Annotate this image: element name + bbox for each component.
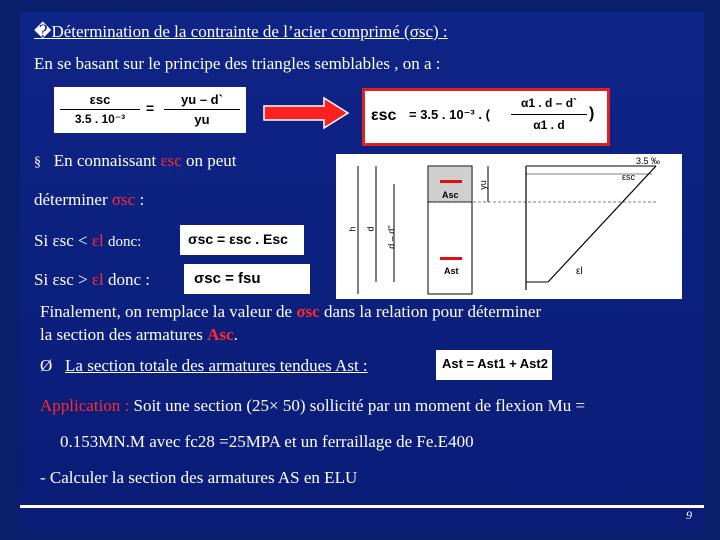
- case2-eps-l: εl: [91, 270, 104, 289]
- fraction-bar: [60, 109, 140, 110]
- formula-right-lhs: εsc: [371, 107, 397, 124]
- diagram-yu: yu: [477, 180, 488, 190]
- formula-left-lhs: εsc: [89, 92, 111, 107]
- case2-si: Si: [34, 270, 49, 289]
- case1-donc: donc:: [107, 234, 142, 250]
- title-text: Détermination de la contrainte de l’acier comprimé (σsc) :: [51, 22, 448, 41]
- diagram-asc: Asc: [442, 190, 459, 200]
- formula-right-close: ): [589, 105, 595, 122]
- determine-colon: :: [139, 190, 145, 209]
- intro-text: En se basant sur le principe des triangles semblables , on a :: [34, 54, 441, 73]
- slide-title: [34, 22, 448, 42]
- total-marker: Ø: [40, 356, 53, 375]
- bullet-line: [34, 151, 237, 173]
- case2-line: [34, 270, 150, 290]
- formula-right-eq: = 3.5 . 10⁻³ . (: [409, 107, 490, 122]
- case1-op: <: [78, 231, 88, 250]
- equals-sign: =: [146, 100, 155, 116]
- total-formula: Ast = Ast1 + Ast2: [442, 356, 548, 371]
- formula-left-box: [54, 87, 246, 133]
- formula-left-rhs-num: yu – d`: [181, 92, 223, 107]
- determine-text: déterminer: [34, 190, 108, 209]
- application-line3: - Calculer la section des armatures AS en ELU: [40, 468, 358, 487]
- finally-symbol: σsc: [296, 302, 320, 321]
- finally-text-c: la section des armatures: [40, 325, 203, 344]
- application-label: Application :: [40, 396, 130, 415]
- finally-line2: [40, 325, 238, 345]
- formula-right-box: [362, 88, 610, 146]
- bullet-text-after: on peut: [186, 151, 237, 170]
- case1-formula: σsc = εsc . Esc: [188, 231, 288, 247]
- finally-text-a: Finalement, on remplace la valeur de: [40, 302, 293, 321]
- finally-asc: Asc: [207, 325, 234, 344]
- application-line2: 0.153MN.M avec fc28 =25MPA et un ferraillage de Fe.E400: [60, 432, 474, 451]
- total-formula-box: [436, 350, 552, 380]
- title-glyph: �: [34, 22, 52, 41]
- case1-line: [34, 231, 141, 252]
- case1-eps-l: εl: [91, 231, 104, 250]
- formula-right-num: α1 . d – d`: [520, 96, 578, 110]
- bullet-text-before: En connaissant: [53, 151, 157, 170]
- case1-eps-sc: εsc: [52, 231, 74, 250]
- finally-end: .: [233, 325, 238, 344]
- case2-formula: σsc = fsu: [194, 270, 261, 287]
- page-number: 9: [686, 508, 692, 522]
- finally-text-b: dans la relation pour déterminer: [323, 302, 542, 321]
- case1-formula-box: [180, 225, 304, 255]
- diagram-eps-l: εl: [576, 266, 583, 277]
- finally-line1: [40, 302, 541, 322]
- diagram-d-minus: d – d'': [386, 225, 397, 249]
- arrow-right-icon: [262, 96, 352, 130]
- case1-si: Si: [34, 231, 49, 250]
- determine-line: [34, 190, 144, 210]
- diagram-ast: Ast: [444, 266, 459, 276]
- case2-formula-box: [184, 264, 310, 294]
- formula-right-den: α1 . d: [533, 118, 565, 132]
- case2-eps-sc: εsc: [52, 270, 74, 289]
- application-line1: [40, 396, 585, 416]
- total-line: [40, 356, 368, 376]
- diagram-h: h: [347, 226, 358, 232]
- determine-symbol: σsc: [111, 190, 136, 209]
- formula-left-lhs-den: 3.5 . 10⁻³: [74, 112, 126, 126]
- case2-donc: donc :: [107, 270, 150, 289]
- bullet-symbol: εsc: [160, 151, 182, 170]
- bottom-divider: [20, 505, 704, 508]
- fraction-bar: [511, 114, 587, 115]
- case2-op: >: [78, 270, 88, 289]
- diagram-eps-sc: εsc: [622, 172, 636, 182]
- application-text1: Soit une section (25× 50) sollicité par un moment de flexion Mu =: [133, 396, 586, 415]
- diagram-d: d: [365, 226, 376, 232]
- formula-left-rhs-den: yu: [194, 112, 210, 127]
- fraction-bar: [164, 109, 240, 110]
- total-text: La section totale des armatures tendues Ast :: [65, 356, 368, 375]
- diagram-top-strain: 3.5 ‰: [636, 156, 661, 166]
- bullet-marker: §: [34, 155, 41, 170]
- strain-diagram: [336, 154, 682, 299]
